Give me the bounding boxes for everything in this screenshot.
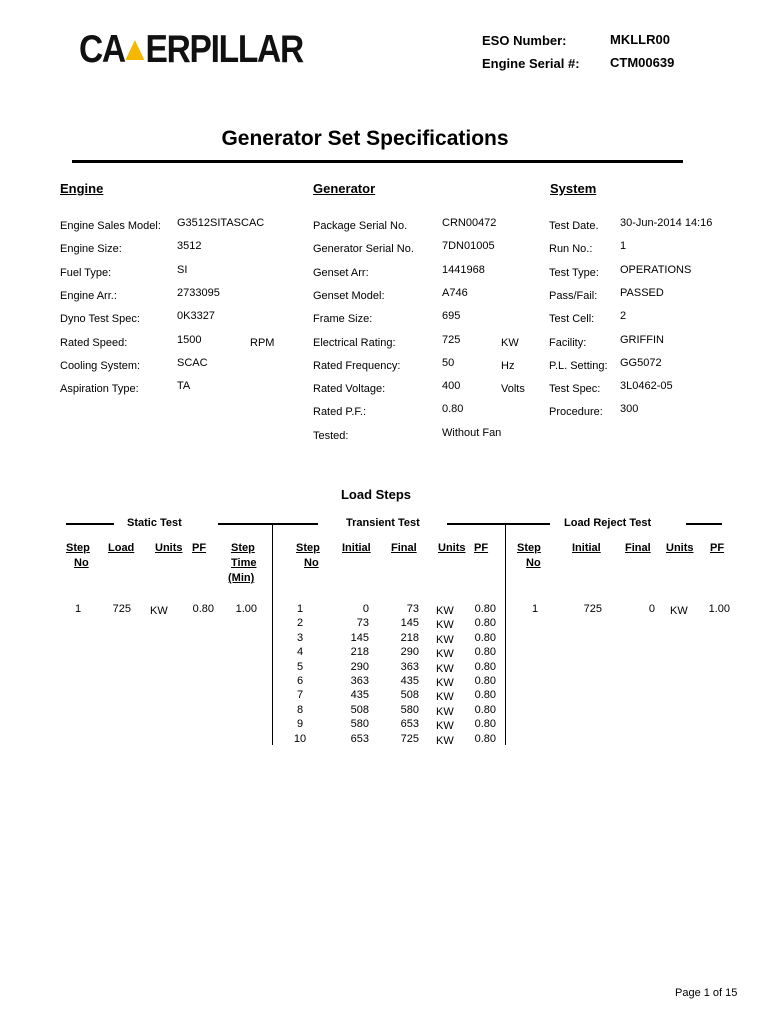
transient-units-cell: KW (436, 705, 454, 718)
reject-header-step: Step (517, 542, 541, 554)
generator-label: Genset Model: (313, 289, 385, 302)
engine-serial-label: Engine Serial #: (482, 56, 580, 71)
logo-triangle-icon (126, 40, 145, 60)
reject-initial-cell: 725 (583, 603, 602, 615)
page-title: Generator Set Specifications (221, 127, 509, 150)
engine-label: Fuel Type: (60, 266, 112, 279)
generator-value: A746 (442, 286, 468, 299)
transient-initial-cell: 653 (350, 732, 369, 745)
static-step-cell: 1 (74, 603, 82, 615)
generator-value: 50 (442, 356, 455, 369)
system-label: P.L. Setting: (549, 359, 608, 372)
system-label: Run No.: (549, 243, 593, 256)
generator-unit: Hz (501, 359, 515, 372)
transient-step-cell: 9 (296, 718, 304, 731)
transient-rule-right (447, 523, 550, 525)
static-test-title: Static Test (127, 517, 182, 529)
system-label: Test Cell: (549, 313, 595, 326)
system-label: Test Spec: (549, 383, 601, 396)
static-header-load: Load (108, 542, 135, 554)
engine-value: 1500 (177, 333, 202, 346)
system-value: 1 (620, 240, 627, 253)
generator-value: 1441968 (442, 263, 485, 276)
engine-value: SI (177, 263, 188, 276)
reject-rule-right (686, 523, 722, 525)
transient-pf-cell: 0.80 (474, 603, 496, 615)
static-header-time2: Time (231, 557, 257, 569)
transient-test-title: Transient Test (346, 517, 420, 529)
transient-initial-cell: 218 (350, 646, 369, 659)
transient-step-cell: 5 (296, 660, 304, 673)
system-value: GG5072 (620, 356, 662, 369)
engine-label: Engine Arr.: (60, 289, 117, 302)
transient-units-cell: KW (436, 691, 454, 704)
transient-step-cell: 3 (296, 631, 304, 644)
system-value: PASSED (620, 286, 664, 299)
transient-initial-cell: 508 (350, 703, 369, 716)
transient-step-cell: 6 (296, 675, 304, 687)
generator-value: 0.80 (442, 403, 464, 416)
generator-value: 725 (442, 333, 461, 346)
transient-final-cell: 145 (400, 617, 419, 630)
transient-initial-cell: 290 (350, 660, 369, 673)
reject-final-cell: 0 (648, 603, 655, 615)
static-header-units: Units (155, 542, 183, 554)
transient-final-cell: 218 (400, 631, 419, 644)
transient-units-cell: KW (436, 677, 454, 689)
static-header-no: No (74, 557, 89, 569)
static-header-step: Step (66, 542, 90, 554)
generator-heading: Generator (313, 181, 376, 196)
generator-label: Package Serial No. (313, 220, 408, 232)
engine-label: Cooling System: (60, 359, 141, 372)
reject-header-no: No (526, 557, 541, 569)
transient-final-cell: 73 (406, 603, 419, 615)
title-rule (72, 160, 683, 163)
transient-initial-cell: 363 (350, 675, 369, 687)
transient-final-cell: 363 (400, 660, 419, 673)
generator-value: Without Fan (442, 426, 502, 439)
transient-units-cell: KW (436, 605, 454, 617)
engine-label: Engine Size: (60, 243, 122, 256)
system-label: Pass/Fail: (549, 289, 598, 302)
divider-static-transient (272, 525, 273, 745)
engine-value: 2733095 (177, 286, 220, 299)
transient-header-units: Units (438, 542, 466, 554)
transient-initial-cell: 145 (350, 631, 369, 644)
transient-units-cell: KW (436, 619, 454, 632)
system-value: 2 (620, 310, 627, 323)
transient-step-cell: 4 (296, 646, 304, 659)
transient-final-cell: 290 (400, 646, 419, 659)
reject-header-final: Final (625, 542, 651, 554)
generator-label: Electrical Rating: (313, 336, 396, 349)
system-value: 300 (620, 403, 639, 416)
system-value: GRIFFIN (620, 333, 664, 346)
generator-unit: Volts (501, 383, 525, 396)
static-units-cell: KW (150, 605, 168, 617)
system-label: Test Type: (549, 266, 599, 279)
engine-label: Aspiration Type: (60, 383, 139, 396)
transient-step-cell: 1 (296, 603, 304, 615)
caterpillar-logo: CA ERPILLAR (79, 28, 303, 71)
system-label: Facility: (549, 336, 587, 349)
reject-step-cell: 1 (531, 603, 539, 615)
transient-units-cell: KW (436, 633, 454, 646)
generator-value: 695 (442, 310, 461, 323)
page-number: Page 1 of 15 (675, 987, 738, 999)
static-pf-cell: 0.80 (192, 603, 214, 615)
transient-step-cell: 8 (296, 703, 304, 716)
reject-header-initial: Initial (572, 542, 601, 554)
transient-pf-cell: 0.80 (474, 660, 496, 673)
reject-units-cell: KW (670, 605, 688, 617)
transient-final-cell: 435 (400, 675, 419, 687)
engine-value: G3512SITASCAC (177, 217, 265, 229)
engine-value: TA (177, 380, 191, 393)
reject-header-pf: PF (710, 542, 725, 554)
system-label: Test Date. (549, 220, 599, 232)
engine-label: Engine Sales Model: (60, 220, 161, 232)
transient-pf-cell: 0.80 (474, 646, 496, 659)
transient-header-step: Step (296, 542, 320, 554)
reject-test-title: Load Reject Test (564, 517, 652, 529)
system-value: 3L0462-05 (620, 380, 673, 393)
transient-units-cell: KW (436, 734, 454, 747)
generator-value: CRN00472 (442, 217, 497, 229)
transient-final-cell: 580 (400, 703, 419, 716)
transient-initial-cell: 73 (356, 617, 369, 630)
load-steps-heading: Load Steps (340, 487, 412, 502)
generator-label: Rated Frequency: (313, 359, 401, 372)
static-header-pf: PF (192, 542, 207, 554)
transient-pf-cell: 0.80 (474, 675, 496, 687)
generator-label: Rated Voltage: (313, 383, 386, 396)
static-rule-right (218, 523, 318, 525)
transient-initial-cell: 580 (350, 718, 369, 731)
system-label: Procedure: (549, 406, 603, 419)
engine-value: 3512 (177, 240, 202, 253)
transient-final-cell: 508 (400, 689, 419, 702)
reject-header-units: Units (666, 542, 694, 554)
transient-units-cell: KW (436, 720, 454, 733)
transient-header-no: No (304, 557, 319, 569)
eso-number-label: ESO Number: (482, 33, 567, 48)
transient-pf-cell: 0.80 (474, 732, 496, 745)
transient-pf-cell: 0.80 (474, 689, 496, 702)
eso-number-value: MKLLR00 (610, 32, 670, 47)
generator-label: Tested: (313, 429, 349, 442)
engine-unit: RPM (250, 336, 275, 349)
transient-header-pf: PF (474, 542, 489, 554)
static-header-time3: (Min) (228, 572, 255, 584)
generator-value: 7DN01005 (442, 240, 495, 253)
system-value: OPERATIONS (620, 263, 692, 276)
generator-label: Rated P.F.: (313, 406, 366, 419)
static-load-cell: 725 (112, 603, 131, 615)
generator-label: Frame Size: (313, 313, 373, 326)
system-value: 30-Jun-2014 14:16 (620, 217, 713, 229)
engine-label: Rated Speed: (60, 336, 128, 349)
transient-step-cell: 2 (296, 617, 304, 630)
reject-pf-cell: 1.00 (708, 603, 730, 615)
divider-transient-reject (505, 525, 506, 745)
transient-header-initial: Initial (342, 542, 371, 554)
transient-pf-cell: 0.80 (474, 718, 496, 731)
engine-heading: Engine (60, 181, 104, 196)
transient-header-final: Final (391, 542, 417, 554)
generator-label: Genset Arr: (313, 266, 369, 279)
engine-label: Dyno Test Spec: (60, 313, 140, 326)
transient-final-cell: 653 (400, 718, 419, 731)
transient-pf-cell: 0.80 (474, 617, 496, 630)
transient-step-cell: 7 (296, 689, 304, 702)
transient-step-cell: 10 (293, 732, 307, 745)
transient-pf-cell: 0.80 (474, 703, 496, 716)
transient-units-cell: KW (436, 662, 454, 675)
engine-serial-value: CTM00639 (610, 55, 675, 70)
static-header-time1: Step (231, 542, 255, 554)
static-rule-left (66, 523, 114, 525)
static-time-cell: 1.00 (235, 603, 257, 615)
engine-value: SCAC (177, 356, 208, 369)
system-heading: System (550, 181, 597, 196)
generator-unit: KW (501, 336, 519, 349)
generator-label: Generator Serial No. (313, 243, 414, 256)
generator-value: 400 (442, 380, 461, 393)
transient-initial-cell: 0 (362, 603, 369, 615)
transient-units-cell: KW (436, 648, 454, 661)
transient-final-cell: 725 (400, 732, 419, 745)
transient-initial-cell: 435 (350, 689, 369, 702)
engine-value: 0K3327 (177, 310, 215, 323)
transient-pf-cell: 0.80 (474, 631, 496, 644)
